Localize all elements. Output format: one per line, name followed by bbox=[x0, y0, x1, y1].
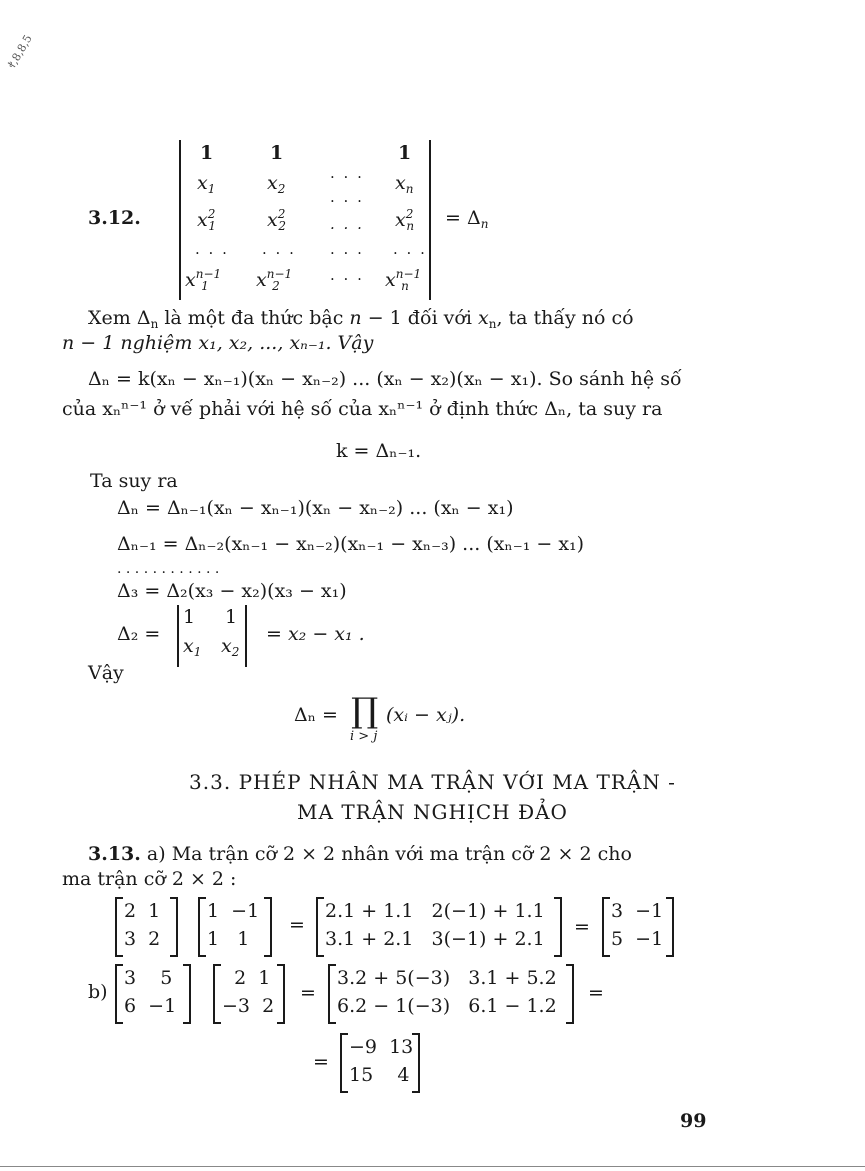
bracket-left bbox=[198, 897, 206, 957]
equals-sign: = bbox=[313, 1051, 329, 1073]
det-cell: 1 bbox=[200, 142, 214, 164]
matrix-a2: 1 −1 1 1 bbox=[207, 900, 260, 950]
product-term: (xᵢ − xⱼ). bbox=[386, 704, 466, 726]
equals-sign: = bbox=[289, 914, 305, 936]
det-cell: $x^{n-1}_n$ bbox=[385, 267, 422, 293]
det-cell: $x_2$ bbox=[267, 172, 286, 196]
bracket-left bbox=[115, 964, 123, 1024]
det-cell: $x^2_n$ bbox=[395, 207, 415, 233]
recur-line-2: Δₙ₋₁ = Δₙ₋₂(xₙ₋₁ − xₙ₋₂)(xₙ₋₁ − xₙ₋₃) ... (xₙ₋₁ − x₁) bbox=[117, 533, 585, 555]
equals-sign: = bbox=[300, 982, 316, 1004]
det-cell: $x^{n-1}_1$ bbox=[185, 267, 222, 293]
bracket-left bbox=[316, 897, 324, 957]
problem-312-label: 3.12. bbox=[88, 207, 141, 229]
bracket-right bbox=[666, 897, 674, 957]
matrix-b4: −9 13 15 4 bbox=[349, 1036, 414, 1086]
det-dots: . . . bbox=[330, 266, 364, 284]
bracket-right bbox=[277, 964, 285, 1024]
matrix-b3: 3.2 + 5(−3) 3.1 + 5.2 6.2 − 1(−3) 6.1 − 1.2 bbox=[337, 967, 557, 1017]
matrix-a1: 2 1 3 2 bbox=[124, 900, 161, 950]
product-index: i > j bbox=[350, 729, 378, 744]
product-symbol: ∏ bbox=[351, 691, 379, 731]
delta2-left-bar bbox=[177, 605, 179, 667]
det-left-bar bbox=[179, 140, 181, 300]
recur-line-1: Δₙ = Δₙ₋₁(xₙ − xₙ₋₁)(xₙ − xₙ₋₂) ... (xₙ − x₁) bbox=[117, 497, 514, 519]
delta2-right-bar bbox=[245, 605, 247, 667]
delta2-lhs: Δ₂ = bbox=[117, 623, 161, 645]
matrix-a3: 2.1 + 1.1 2(−1) + 1.1 3.1 + 2.1 3(−1) + 2.1 bbox=[325, 900, 545, 950]
para1-line2: n − 1 nghiệm x₁, x₂, ..., xₙ₋₁. Vậy bbox=[62, 332, 374, 354]
section-heading-line2: MA TRẬN NGHỊCH ĐẢO bbox=[297, 800, 568, 824]
det-cell: $x^{n-1}_2$ bbox=[256, 267, 293, 293]
det-cell: $x^2_1$ bbox=[197, 207, 216, 233]
bracket-right bbox=[566, 964, 574, 1024]
bottom-scan-line bbox=[0, 1166, 865, 1167]
page-number: 99 bbox=[680, 1110, 707, 1132]
delta2-cell: $x_2$ bbox=[221, 635, 240, 659]
det-dots: . . . bbox=[330, 188, 364, 206]
equals-sign: = bbox=[588, 982, 604, 1004]
bracket-right bbox=[554, 897, 562, 957]
det-cell: $x_1$ bbox=[197, 172, 216, 196]
product-lhs: Δₙ = bbox=[294, 704, 338, 726]
det-right-bar bbox=[429, 140, 431, 300]
ta-suy-ra: Ta suy ra bbox=[90, 470, 178, 492]
problem-313-line2: ma trận cỡ 2 × 2 : bbox=[62, 868, 237, 890]
bracket-right bbox=[412, 1033, 420, 1093]
bracket-left bbox=[340, 1033, 348, 1093]
bracket-right bbox=[264, 897, 272, 957]
delta2-cell: 1 bbox=[225, 606, 238, 628]
det-cell: $x^2_2$ bbox=[267, 207, 286, 233]
det-dots: . . . bbox=[195, 240, 229, 258]
det-dots: . . . bbox=[262, 240, 296, 258]
bracket-left bbox=[328, 964, 336, 1024]
equals-sign: = bbox=[574, 916, 590, 938]
recur-line-3: Δ₃ = Δ₂(x₃ − x₂)(x₃ − x₁) bbox=[117, 580, 347, 602]
det-dots: . . . bbox=[330, 240, 364, 258]
det-rhs: = $\Delta_n$ bbox=[445, 207, 489, 231]
bracket-right bbox=[170, 897, 178, 957]
eq-line-cua: của xₙⁿ⁻¹ ở vế phải với hệ số của xₙⁿ⁻¹ ở định thức Δₙ, ta suy ra bbox=[62, 398, 663, 420]
det-dots: . . . bbox=[330, 164, 364, 182]
bracket-left bbox=[213, 964, 221, 1024]
eq-delta-n: Δₙ = k(xₙ − xₙ₋₁)(xₙ − xₙ₋₂) ... (xₙ − x₂)(xₙ − x₁). So sánh hệ số bbox=[88, 368, 682, 390]
eq-k: k = Δₙ₋₁. bbox=[336, 440, 422, 462]
recur-dots: . . . . . . . . . . . . bbox=[117, 561, 220, 577]
bracket-right bbox=[183, 964, 191, 1024]
delta2-cell: $x_1$ bbox=[183, 635, 202, 659]
matrix-b1: 3 5 6 −1 bbox=[124, 967, 177, 1017]
det-dots: . . . bbox=[393, 240, 427, 258]
det-cell: 1 bbox=[270, 142, 284, 164]
bracket-left bbox=[602, 897, 610, 957]
det-dots: . . . bbox=[330, 215, 364, 233]
det-cell: $x_n$ bbox=[395, 172, 414, 196]
det-cell: 1 bbox=[398, 142, 412, 164]
problem-313-line1: 3.13. a) Ma trận cỡ 2 × 2 nhân với ma trận cỡ 2 × 2 cho bbox=[88, 843, 632, 865]
scan-corner-mark: ꬷ,8,8,5 bbox=[5, 32, 35, 71]
section-heading-line1: 3.3. PHÉP NHÂN MA TRẬN VỚI MA TRẬN - bbox=[189, 770, 676, 794]
vay: Vậy bbox=[88, 662, 124, 684]
para1-line1: Xem $\Delta_n$ là một đa thức bậc n − 1 đối với $x_n$, ta thấy nó có bbox=[88, 307, 634, 331]
matrix-a4: 3 −1 5 −1 bbox=[611, 900, 664, 950]
problem-313-b-label: b) bbox=[88, 981, 108, 1003]
delta2-cell: 1 bbox=[183, 606, 196, 628]
matrix-b2: 2 1 −3 2 bbox=[222, 967, 275, 1017]
delta2-rhs: = x₂ − x₁ . bbox=[266, 623, 365, 645]
bracket-left bbox=[115, 897, 123, 957]
